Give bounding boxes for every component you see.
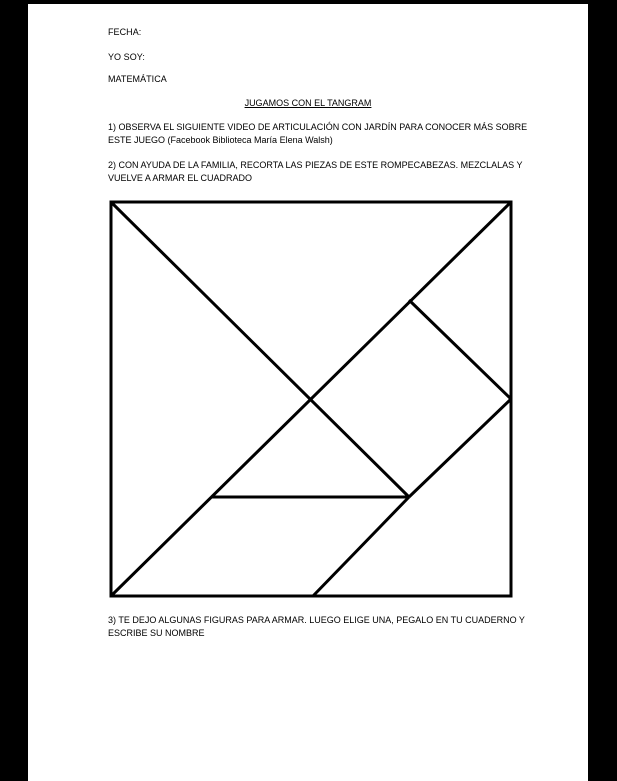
instruction-3-line-2: ESCRIBE SU NOMBRE <box>108 628 205 638</box>
subject-label: MATEMÁTICA <box>108 74 167 84</box>
instruction-2-line-2: VUELVE A ARMAR EL CUADRADO <box>108 173 253 183</box>
fecha-label: FECHA: <box>108 27 142 37</box>
tangram-parallelogram-edge <box>313 497 409 596</box>
tangram-large-triangle-edge <box>111 202 409 497</box>
instruction-2 <box>108 159 528 185</box>
instruction-1-line-1: 1) OBSERVA EL SIGUIENTE VIDEO DE ARTICULACIÓN CON JARDÍN PARA CONOCER MÁS SOBRE <box>108 122 528 132</box>
instruction-3-line-1: 3) TE DEJO ALGUNAS FIGURAS PARA ARMAR. LUEGO ELIGE UNA, PEGALO EN TU CUADERNO Y <box>108 615 525 625</box>
tangram-square-edge-top <box>409 300 511 399</box>
tangram-square-edge-right <box>409 399 511 497</box>
tangram-puzzle <box>108 198 514 602</box>
instruction-3 <box>108 614 528 640</box>
yo-soy-label: YO SOY: <box>108 52 145 62</box>
page-title: JUGAMOS CON EL TANGRAM <box>244 98 372 108</box>
instruction-1-line-2: ESTE JUEGO (Facebook Biblioteca María Elena Walsh) <box>108 135 333 145</box>
instruction-2-line-1: 2) CON AYUDA DE LA FAMILIA, RECORTA LAS PIEZAS DE ESTE ROMPECABEZAS. MEZCLALAS Y <box>108 160 523 170</box>
instruction-1 <box>108 121 528 147</box>
document-page <box>28 4 588 781</box>
